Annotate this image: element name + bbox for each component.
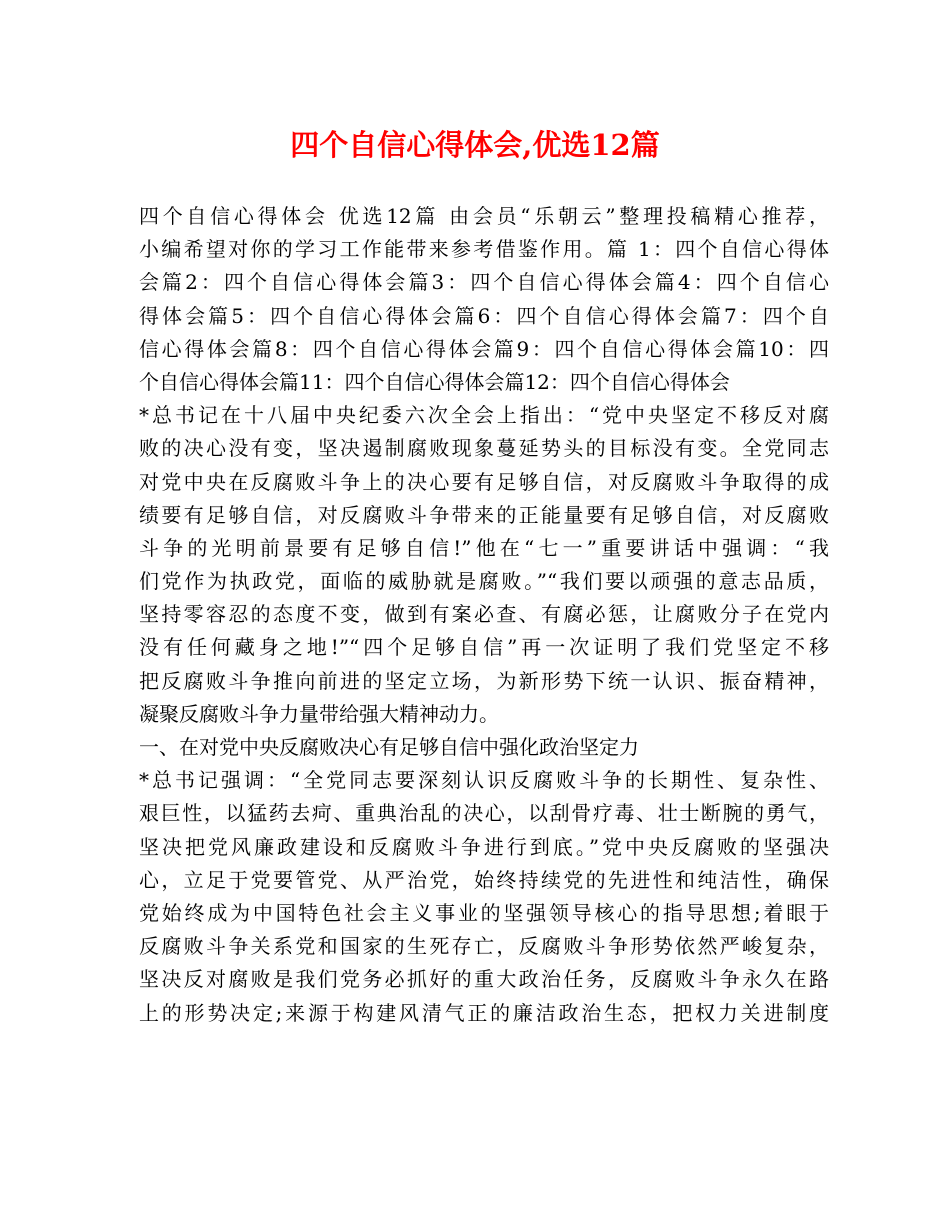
body-line: 凝聚反腐败斗争力量带给强大精神动力。 bbox=[139, 701, 499, 726]
body-line: 心，立足于党要管党、从严治党，始终持续党的先进性和纯洁性，确保 bbox=[139, 867, 829, 892]
body-line: 们党作为执政党，面临的威胁就是腐败。”“我们要以顽强的意志品质， bbox=[139, 569, 829, 594]
body-line: 没有任何藏身之地!”“四个足够自信”再一次证明了我们党坚定不移 bbox=[139, 635, 829, 660]
body-line: *总书记强调：“全党同志要深刻认识反腐败斗争的长期性、复杂性、 bbox=[139, 768, 829, 793]
body-line: 上的形势决定;来源于构建风清气正的廉洁政治生态，把权力关进制度 bbox=[139, 1000, 829, 1025]
body-line: 坚持零容忍的态度不变，做到有案必查、有腐必惩，让腐败分子在党内 bbox=[139, 602, 829, 627]
document-body bbox=[139, 200, 829, 1030]
body-line: 坚决把党风廉政建设和反腐败斗争进行到底。”党中央反腐败的坚强决 bbox=[139, 834, 829, 859]
body-line: 得体会篇5：四个自信心得体会篇6：四个自信心得体会篇7：四个自 bbox=[139, 303, 829, 328]
body-line: 个自信心得体会篇11：四个自信心得体会篇12：四个自信心得体会 bbox=[139, 369, 730, 394]
body-line: 反腐败斗争关系党和国家的生死存亡，反腐败斗争形势依然严峻复杂， bbox=[139, 934, 829, 959]
body-line: 对党中央在反腐败斗争上的决心要有足够自信，对反腐败斗争取得的成 bbox=[139, 469, 829, 494]
body-line: 绩要有足够自信，对反腐败斗争带来的正能量要有足够自信，对反腐败 bbox=[139, 502, 829, 527]
document-title: 四个自信心得体会,优选12篇 bbox=[290, 128, 660, 162]
body-line: 小编希望对你的学习工作能带来参考借鉴作用。篇 1：四个自信心得体 bbox=[139, 237, 829, 262]
body-line: 信心得体会篇8：四个自信心得体会篇9：四个自信心得体会篇10：四 bbox=[139, 336, 829, 361]
body-line: 坚决反对腐败是我们党务必抓好的重大政治任务，反腐败斗争永久在路 bbox=[139, 967, 829, 992]
body-line: 败的决心没有变，坚决遏制腐败现象蔓延势头的目标没有变。全党同志 bbox=[139, 436, 829, 461]
body-line: 把反腐败斗争推向前进的坚定立场，为新形势下统一认识、振奋精神， bbox=[139, 668, 829, 693]
body-line: *总书记在十八届中央纪委六次全会上指出：“党中央坚定不移反对腐 bbox=[139, 403, 829, 428]
body-line: 党始终成为中国特色社会主义事业的坚强领导核心的指导思想;着眼于 bbox=[139, 900, 829, 925]
body-line: 四个自信心得体会 优选12篇 由会员“乐朝云”整理投稿精心推荐， bbox=[139, 204, 829, 228]
body-line: 斗争的光明前景要有足够自信!”他在“七一”重要讲话中强调：“我 bbox=[139, 535, 829, 560]
body-line: 会篇2：四个自信心得体会篇3：四个自信心得体会篇4：四个自信心 bbox=[139, 270, 829, 295]
body-line: 一、在对党中央反腐败决心有足够自信中强化政治坚定力 bbox=[139, 735, 639, 759]
body-line: 艰巨性，以猛药去疴、重典治乱的决心，以刮骨疗毒、壮士断腕的勇气， bbox=[139, 801, 829, 826]
